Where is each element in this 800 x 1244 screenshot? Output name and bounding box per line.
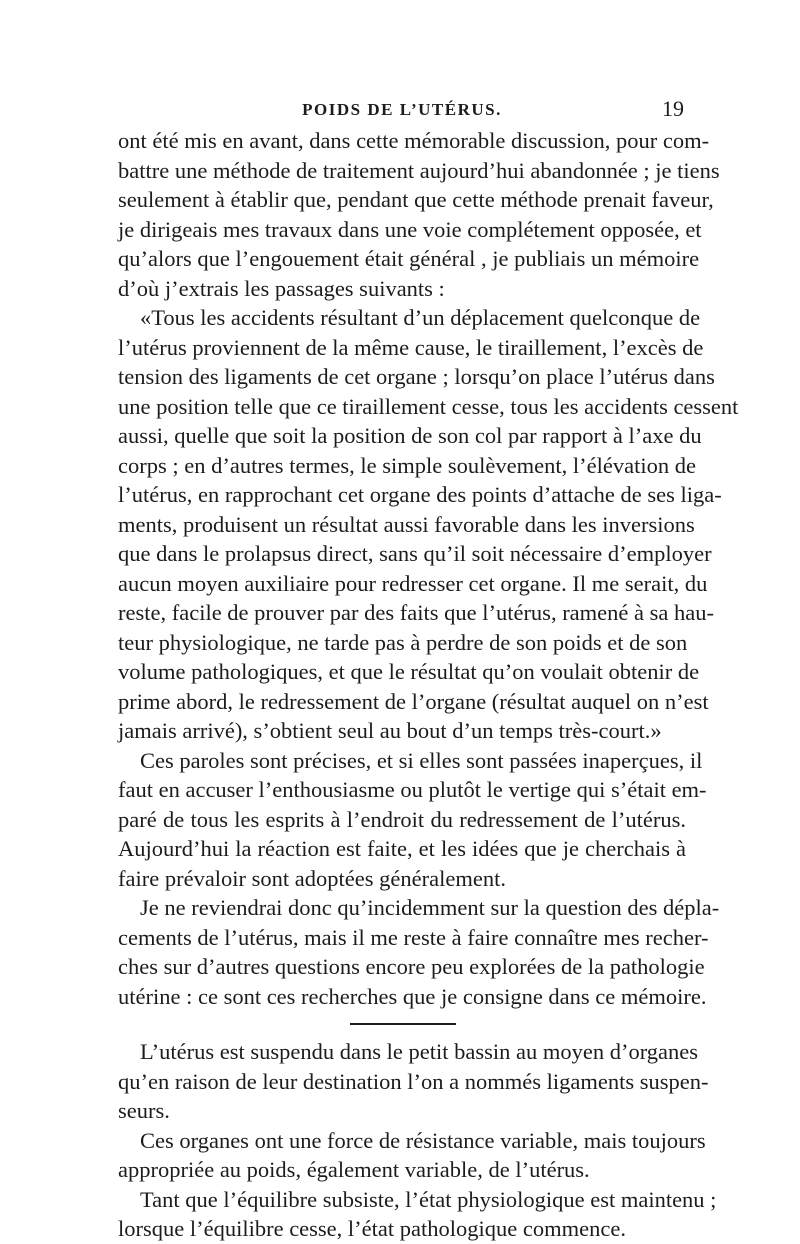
text-line: battre une méthode de traitement aujourd’hui abandonnée ; je tiens [118, 157, 720, 183]
text-line: l’utérus proviennent de la même cause, le tiraillement, l’excès de [118, 334, 704, 360]
paragraph-start-line: L’utérus est suspendu dans le petit bassin au moyen d’organes [140, 1039, 699, 1064]
text-line: seurs. [118, 1098, 170, 1123]
text-line: tension des ligaments de cet organe ; lorsqu’on place l’utérus dans [118, 364, 715, 389]
text-line: Aujourd’hui la réaction est faite, et les idées que je cherchais à [118, 836, 686, 861]
body-text [118, 126, 739, 1244]
text-line: seulement à établir que, pendant que cette méthode prenait faveur, [118, 187, 714, 212]
paragraph-start-line: Ces organes ont une force de résistance variable, mais toujours [140, 1127, 706, 1153]
running-head [118, 92, 686, 124]
text-line: appropriée au poids, également variable, de l’utérus. [118, 1157, 590, 1182]
text-line: paré de tous les esprits à l’endroit du redressement de l’utérus. [118, 806, 686, 832]
text-line: faut en accuser l’enthousiasme ou plutôt le vertige qui s’était em- [118, 777, 707, 802]
text-line: volume pathologiques, et que le résultat qu’on voulait obtenir de [118, 659, 700, 684]
text-line: l’utérus, en rapprochant cet organe des points d’attache de ses liga- [118, 482, 722, 507]
text-line: prime abord, le redressement de l’organe (résultat auquel on n’est [118, 688, 709, 714]
text-line: cements de l’utérus, mais il me reste à faire connaître mes recher- [118, 924, 709, 950]
paragraph-start-line: Ces paroles sont précises, et si elles sont passées inaperçues, il [140, 747, 703, 773]
text-line: utérine : ce sont ces recherches que je consigne dans ce mémoire. [118, 983, 707, 1009]
text-line: ches sur d’autres questions encore peu explorées de la pathologie [118, 954, 705, 979]
text-line: que dans le prolapsus direct, sans qu’il soit nécessaire d’employer [118, 541, 712, 566]
text-line: aucun moyen auxiliaire pour redresser cet organe. Il me serait, du [118, 570, 708, 596]
quote-start-line: «Tous les accidents résultant d’un déplacement quelconque de [140, 305, 701, 330]
text-line: aussi, quelle que soit la position de son col par rapport à l’axe du [118, 423, 702, 448]
text-line: qu’alors que l’engouement était général , je publiais un mémoire [118, 246, 700, 271]
text-line: d’où j’extrais les passages suivants : [118, 275, 445, 301]
text-line: jamais arrivé), s’obtient seul au bout d’un temps très-court.» [118, 718, 662, 743]
running-title: POIDS DE L’UTÉRUS. [302, 100, 502, 119]
text-line: lorsque l’équilibre cesse, l’état pathologique commence. [118, 1216, 626, 1241]
text-line: ont été mis en avant, dans cette mémorable discussion, pour com- [118, 128, 710, 153]
paragraph-start-line: Je ne reviendrai donc qu’incidemment sur la question des dépla- [140, 895, 720, 920]
text-line: une position telle que ce tiraillement cesse, tous les accidents cessent [118, 393, 739, 419]
text-line: faire prévaloir sont adoptées généralement. [118, 865, 506, 891]
text-line: teur physiologique, ne tarde pas à perdre de son poids et de son [118, 629, 688, 655]
text-line: corps ; en d’autres termes, le simple soulèvement, l’élévation de [118, 452, 696, 478]
section-divider [118, 1011, 686, 1037]
text-line: reste, facile de prouver par des faits que l’utérus, ramené à sa hau- [118, 600, 714, 625]
text-line: je dirigeais mes travaux dans une voie complétement opposée, et [118, 216, 702, 242]
paragraph-start-line: Tant que l’équilibre subsiste, l’état physiologique est maintenu ; [140, 1186, 717, 1212]
page-number: 19 [662, 96, 684, 121]
text-line: qu’en raison de leur destination l’on a nommés ligaments suspen- [118, 1068, 709, 1094]
text-line: ments, produisent un résultat aussi favorable dans les inversions [118, 511, 695, 537]
